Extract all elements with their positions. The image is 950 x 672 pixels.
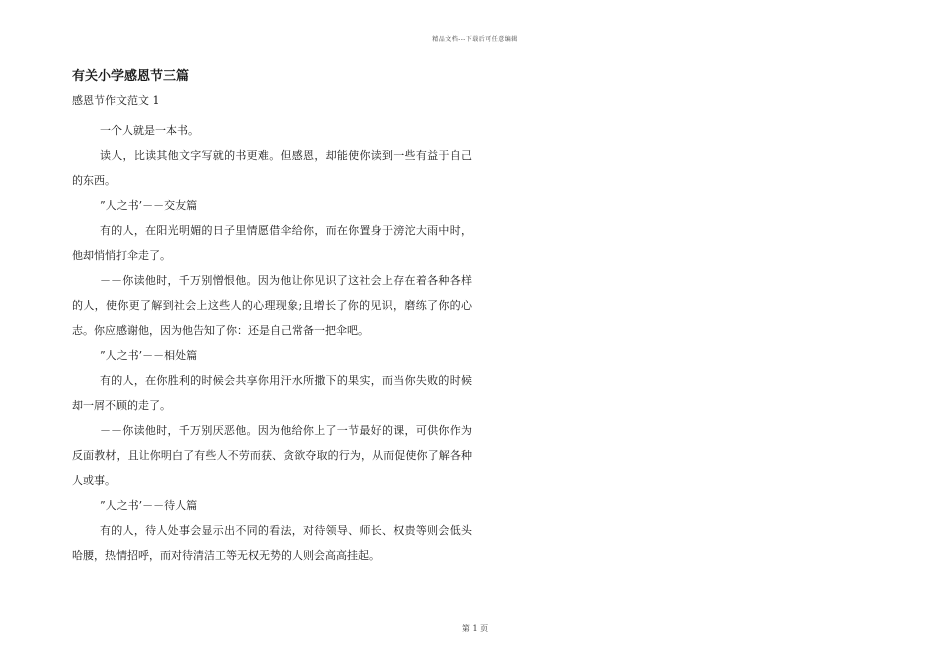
paragraph: 有的人，在你胜利的时候会共享你用汗水所撒下的果实，而当你失败的时候却一屑不顾的走了。 bbox=[72, 374, 472, 412]
section-heading: ”人之书’－－相处篇 bbox=[100, 349, 198, 362]
page-header-note: 精品文档---下载后可任意编辑 bbox=[432, 36, 518, 43]
paragraph: 有的人，待人处事会显示出不同的看法，对待领导、师长、权贵等则会低头哈腰，热情招呼，而对待清洁工等无权无势的人则会高高挂起。 bbox=[72, 524, 472, 562]
document-title: 有关小学感恩节三篇 bbox=[72, 69, 190, 84]
page-number-footer: 第 1 页 bbox=[461, 624, 489, 633]
paragraph: －－你读他时，千万别厌恶他。因为他给你上了一节最好的课，可供你作为反面教材，且让你明白了有些人不劳而获、贪欲夺取的行为，从而促使你了解各种人或事。 bbox=[72, 424, 472, 487]
document-body bbox=[72, 68, 472, 568]
paragraph: 一个人就是一本书。 bbox=[100, 124, 199, 137]
paragraph: 读人，比读其他文字写就的书更难。但感恩，却能使你读到一些有益于自己的东西。 bbox=[72, 149, 472, 187]
paragraph: －－你读他时，千万别憎恨他。因为他让你见识了这社会上存在着各种各样的人，使你更了解到社会上这些人的心理现象;且增长了你的见识，磨练了你的心志。你应感谢他，因为他告知了你：还是自己常备一把伞吧。 bbox=[72, 274, 472, 337]
paragraph: 有的人，在阳光明媚的日子里情愿借伞给你，而在你置身于滂沱大雨中时，他却悄悄打伞走了。 bbox=[72, 224, 472, 262]
section-heading: ”人之书’－－交友篇 bbox=[100, 199, 198, 212]
section-heading: ”人之书’－－待人篇 bbox=[100, 499, 198, 512]
document-subtitle: 感恩节作文范文 1 bbox=[72, 94, 160, 107]
